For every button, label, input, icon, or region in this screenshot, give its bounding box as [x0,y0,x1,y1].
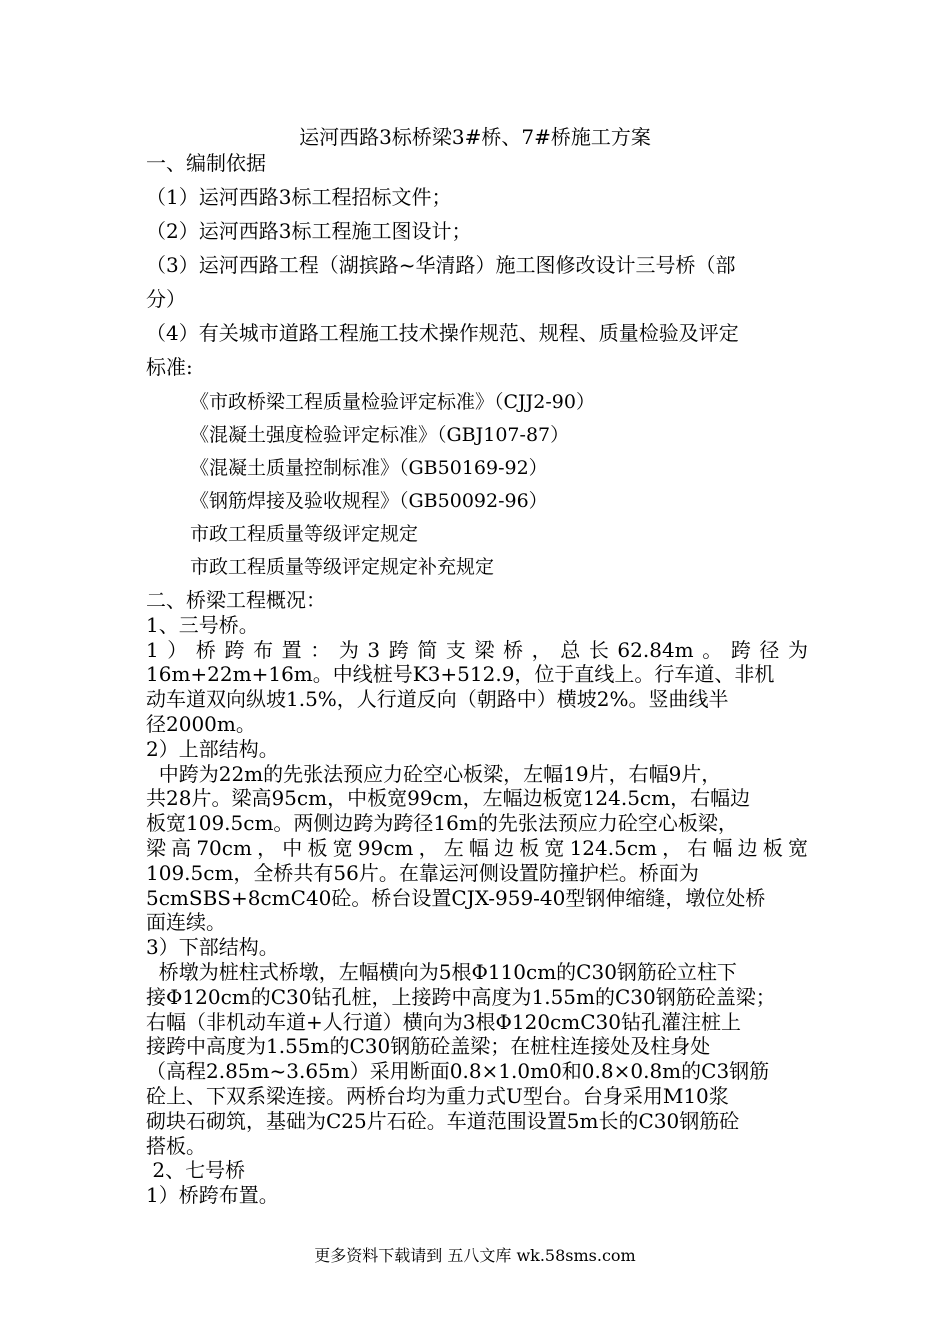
section-heading: 二、桥梁工程概况： [146,588,326,612]
section-heading: 一、编制依据 [146,151,266,175]
document-body [146,146,808,1208]
list-item: （3）运河西路工程（湖摈路~华清路）施工图修改设计三号桥（部 [146,253,736,277]
standard-reference: 《钢筋焊接及验收规程》（GB50092-96） [190,490,548,512]
standard-reference: 《市政桥梁工程质量检验评定标准》（CJJ2-90） [190,391,595,413]
paragraph-line: （高程2.85m~3.65m）采用断面0.8×1.0m0和0.8×0.8m的C3钢筋 [146,1059,770,1084]
list-item: 分） [146,287,186,311]
section-overview [146,588,808,1208]
subsection-heading: 1）桥跨布置。 [146,1183,279,1208]
list-item: 标准: [146,355,193,379]
subsection-heading: 3）下部结构。 [146,935,279,960]
list-item: （1）运河西路3标工程招标文件； [146,185,452,209]
standard-reference: 市政工程质量等级评定规定 [190,523,419,545]
paragraph-line: 面连续。 [146,910,226,935]
standard-reference: 市政工程质量等级评定规定补充规定 [190,556,495,578]
subsection-heading: 2）上部结构。 [146,736,279,761]
download-footer: 更多资料下载请到 五八文库 wk.58sms.com [314,1246,636,1265]
standard-reference: 《混凝土强度检验评定标准》（GBJ107-87） [190,424,570,446]
paragraph-line: 梁高70cm，中板宽99cm，左幅边板宽124.5cm，右幅边板宽 [146,835,808,860]
paragraph-line: 接跨中高度为1.55m的C30钢筋砼盖梁；在桩柱连接处及柱身处 [146,1034,711,1059]
document-title: 运河西路3标桥梁3#桥、7#桥施工方案 [299,125,651,149]
paragraph-line: 5cmSBS+8cmC40砼。桥台设置CJX-959-40型钢伸缩缝，墩位处桥 [146,885,766,910]
paragraph-line: 共28片。梁高95cm，中板宽99cm，左幅边板宽124.5cm，右幅边 [146,786,751,811]
section-basis [146,146,808,584]
paragraph-line: 接Φ120cm的C30钻孔桩，上接跨中高度为1.55m的C30钢筋砼盖梁； [146,984,776,1009]
list-item: （4）有关城市道路工程施工技术操作规范、规程、质量检验及评定 [146,321,739,345]
subsection-heading: 1、三号桥。 [146,612,259,637]
list-item: （2）运河西路3标工程施工图设计； [146,219,472,243]
paragraph-line: 径2000m。 [146,711,256,736]
paragraph-line: 右幅（非机动车道+人行道）横向为3根Φ120cmC30钻孔灌注桩上 [146,1009,741,1034]
paragraph-line: 中跨为22m的先张法预应力砼空心板梁，左幅19片，右幅9片， [146,761,722,786]
paragraph-line: 搭板。 [146,1133,206,1158]
paragraph-line: 16m+22m+16m。中线桩号K3+512.9，位于直线上。行车道、非机 [146,662,775,687]
paragraph-line: 109.5cm，全桥共有56片。在靠运河侧设置防撞护栏。桥面为 [146,860,699,885]
paragraph-line: 砌块石砌筑，基础为C25片石砼。车道范围设置5m长的C30钢筋砼 [146,1108,740,1133]
paragraph-line: 桥墩为桩柱式桥墩，左幅横向为5根Φ110cm的C30钢筋砼立柱下 [146,959,737,984]
subsection-heading: 2、七号桥 [146,1158,246,1183]
paragraph-line: 动车道双向纵坡1.5%，人行道反向（朝路中）横坡2%。竖曲线半 [146,687,729,712]
paragraph-line: 1）桥跨布置：为3跨简支梁桥，总长62.84m。跨径为 [146,637,808,662]
paragraph-line: 板宽109.5cm。两侧边跨为跨径16m的先张法预应力砼空心板梁， [146,811,738,836]
standard-reference: 《混凝土质量控制标准》（GB50169-92） [190,457,548,479]
paragraph-line: 砼上、下双系梁连接。两桥台均为重力式U型台。台身采用M10浆 [146,1083,729,1108]
